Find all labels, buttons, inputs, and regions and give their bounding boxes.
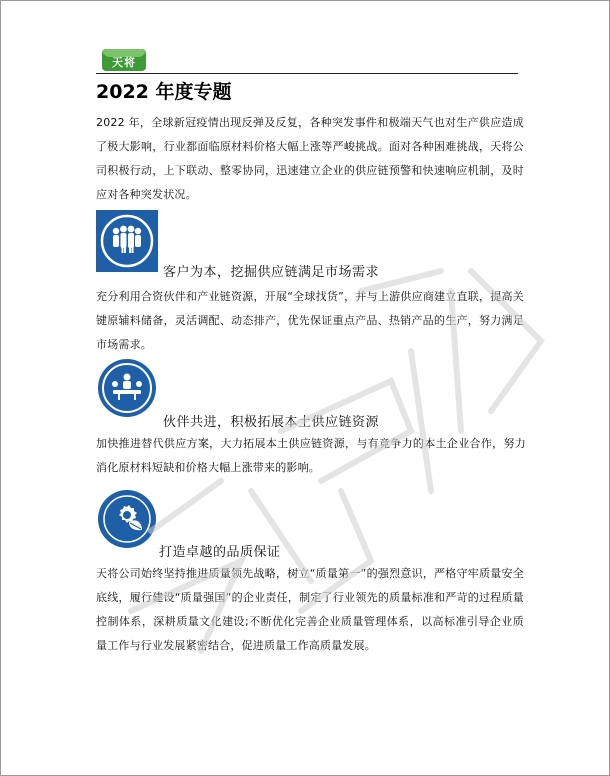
section-heading-customer: 客户为本，挖掘供应链满足市场需求: [163, 265, 380, 280]
section-body-customer: 充分利用合资伙伴和产业链资源，开展“全球找货”，并与上游供应商建立直联，提高关键原辅料储备，灵活调配、动态排产，优先保证重点产品、热销产品的生产，努力满足市场需求。: [96, 290, 524, 351]
section-body-partners: 加快推进替代供应方案，大力拓展本土供应链资源，与有竞争力的本土企业合作，努力消化原材料短缺和价格大幅上涨带来的影响。: [96, 437, 526, 474]
header-rule: [96, 73, 518, 74]
section-heading-quality: 打造卓越的品质保证: [159, 545, 281, 560]
page-title: 2022 年度专题: [96, 81, 232, 103]
logo-text: 天将: [112, 56, 136, 69]
section-heading-partners: 伙伴共进，积极拓展本土供应链资源: [163, 415, 380, 430]
company-logo: [102, 49, 146, 71]
meeting-table-icon: [96, 357, 158, 419]
team-people-icon: [96, 210, 158, 272]
section-body-quality: 天将公司始终坚持推进质量领先战略，树立“质量第一”的强烈意识，严格守牢质量安全底线，履行建设“质量强国”的企业责任，制定了行业领先的质量标准和严苛的过程质量控制体系，深耕质量文化建设;不断优化完善企业质量管理体系，以高标准引导企业质量工作与行业发展紧密结合，促进质量工作高质量发展。: [96, 567, 524, 652]
intro-paragraph: 2022 年，全球新冠疫情出现反弹及反复，各种突发事件和极端天气也对生产供应造成了极大影响，行业都面临原材料价格大幅上涨等严峻挑战。面对各种困难挑战，天将公司积极行动，上下联动、整零协同，迅速建立企业的供应链预警和快速响应机制，及时应对各种突发状况。: [96, 116, 524, 201]
gear-leaf-icon: [96, 488, 158, 550]
